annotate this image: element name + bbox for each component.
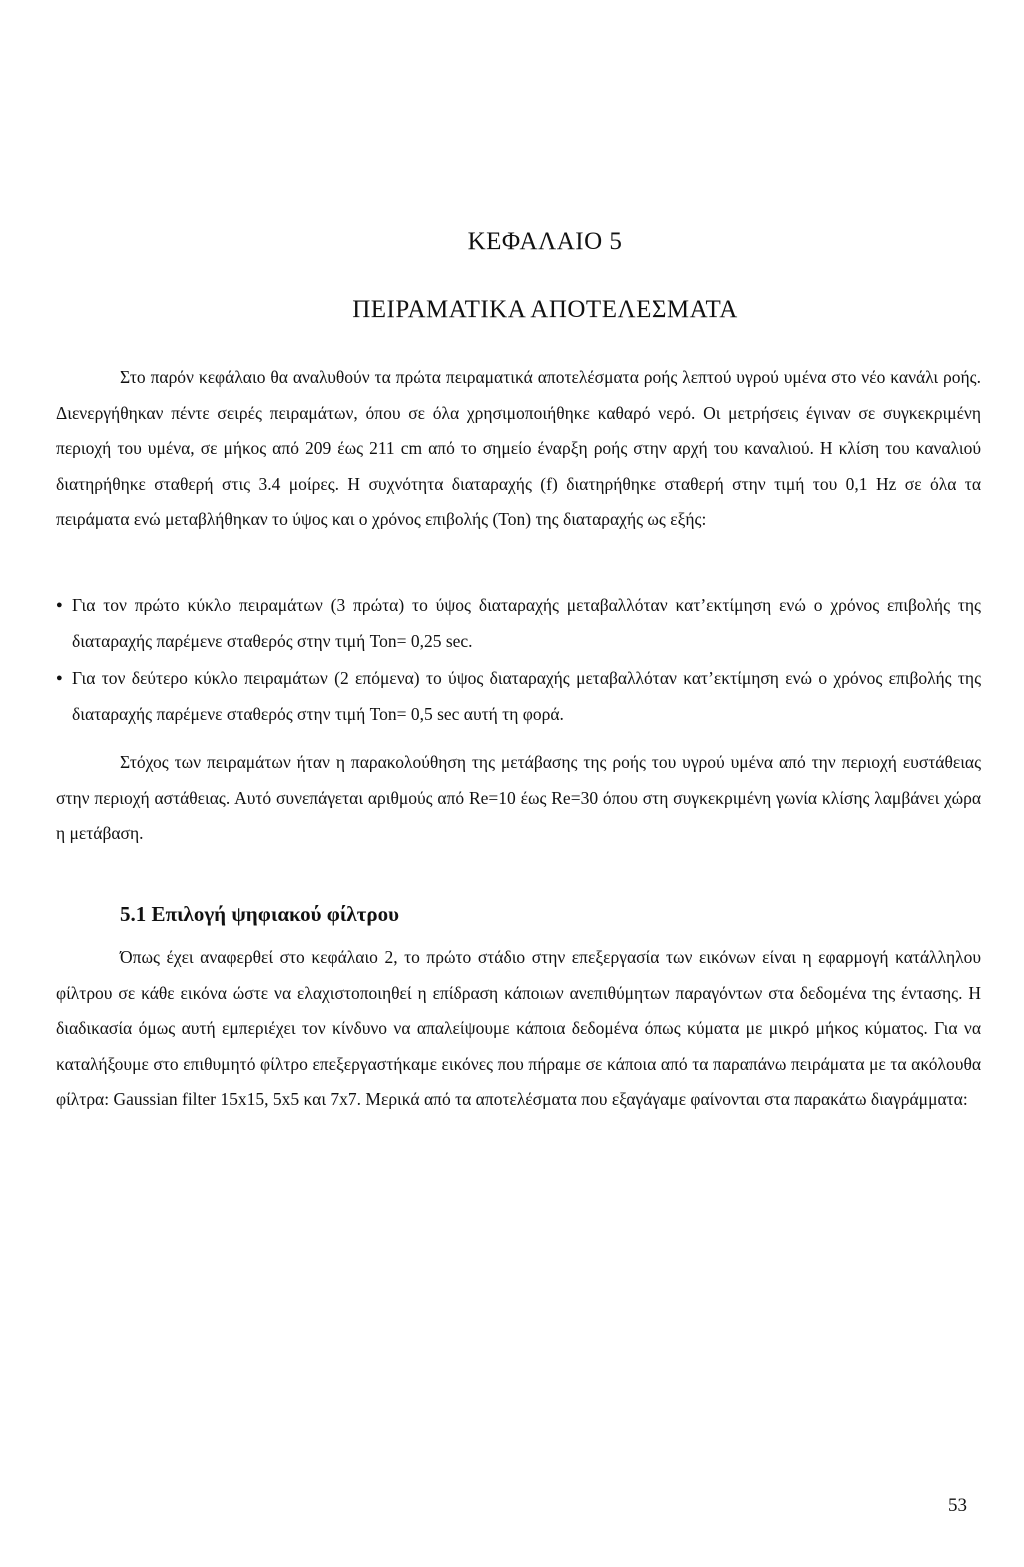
experiment-cycles-list [56,588,981,734]
list-item: ● Για τον δεύτερο κύκλο πειραμάτων (2 επόμενα) το ύψος διαταραχής μεταβαλλόταν κατ’εκτίμηση ενώ ο χρόνος επιβολής της διαταραχής παρέμενε σταθερός στην τιμή Ton= 0,5 sec αυτή τη φορά. [56,661,981,732]
chapter-number: ΚΕΦΑΛΑΙΟ 5 [467,228,623,255]
intro-paragraph: Στο παρόν κεφάλαιο θα αναλυθούν τα πρώτα πειραματικά αποτελέσματα ροής λεπτού υγρού υμένα στο νέο κανάλι ροής. Διενεργήθηκαν πέντε σειρές πειραμάτων, όπου σε όλα χρησιμοποιήθηκε καθαρό νερό. Οι μετρήσεις έγιναν σε συγκεκριμένη περιοχή του υμένα, σε μήκος από 209 έως 211 cm από το σημείο έναρξη ροής στην αρχή του καναλιού. Η κλίση του καναλιού διατηρήθηκε σταθερή στις 3.4 μοίρες. Η συχνότητα διαταραχής (f) διατηρήθηκε σταθερή στην τιμή του 0,1 Hz σε όλα τα πειράματα ενώ μεταβλήθηκαν το ύψος και ο χρόνος επιβολής (Ton) της διαταραχής ως εξής: [56,367,981,529]
chapter-title: ΠΕΙΡΑΜΑΤΙΚΑ ΑΠΟΤΕΛΕΣΜΑΤΑ [352,296,738,323]
page-number: 53 [948,1495,967,1516]
filter-paragraph: Όπως έχει αναφερθεί στο κεφάλαιο 2, το πρώτο στάδιο στην επεξεργασία των εικόνων είναι η εφαρμογή κατάλληλου φίλτρου σε κάθε εικόνα ώστε να ελαχιστοποιηθεί η επίδραση κάποιων ανεπιθύμητων παραγόντων στα δεδομένα της έντασης. Η διαδικασία όμως αυτή εμπεριέχει τον κίνδυνο να απαλείψουμε κάποια δεδομένα όπως κύματα με μικρό μήκος κύματος. Για να καταλήξουμε στο επιθυμητό φίλτρο επεξεργαστήκαμε εικόνες που πήραμε σε κάποια από τα παραπάνω πειράματα με τα ακόλουθα φίλτρα: Gaussian filter 15x15, 5x5 και 7x7. Μερικά από τα αποτελέσματα που εξαγάγαμε φαίνονται στα παρακάτω διαγράμματα: [56,947,981,1109]
list-item: ● Για τον πρώτο κύκλο πειραμάτων (3 πρώτα) το ύψος διαταραχής μεταβαλλόταν κατ’εκτίμηση ενώ ο χρόνος επιβολής της διαταραχής παρέμενε σταθερός στην τιμή Ton= 0,25 sec. [56,588,981,659]
goal-paragraph: Στόχος των πειραμάτων ήταν η παρακολούθηση της μετάβασης της ροής του υγρού υμένα από την περιοχή ευστάθειας στην περιοχή αστάθειας. Αυτό συνεπάγεται αριθμούς από Re=10 έως Re=30 όπου στη συγκεκριμένη γωνία κλίσης λαμβάνει χώρα η μετάβαση. [56,752,981,843]
section-heading: 5.1 Επιλογή ψηφιακού φίλτρου [120,902,399,926]
